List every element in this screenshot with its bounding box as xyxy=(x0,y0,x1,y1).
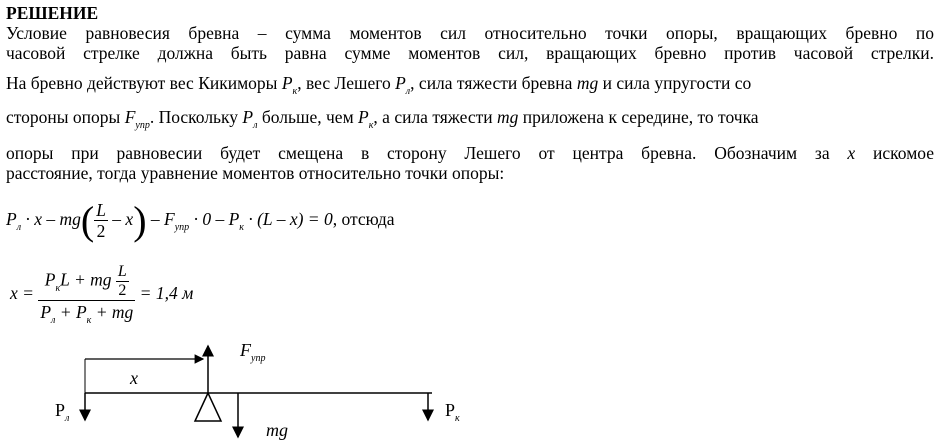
subscript: л xyxy=(405,86,411,97)
symbol-P: P xyxy=(6,209,17,229)
text-segment: , отсюда xyxy=(332,209,395,229)
paren-open: ( xyxy=(80,197,95,243)
eq-term: L + mg xyxy=(60,269,112,290)
text-segment: больше, чем xyxy=(261,107,354,127)
text-segment: стороны опоры xyxy=(6,107,121,127)
denominator: 2 xyxy=(118,281,127,299)
text-segment: . Поскольку xyxy=(149,107,239,127)
symbol-P: P xyxy=(358,107,369,127)
denominator: 2 xyxy=(96,221,106,242)
subscript: л xyxy=(253,120,258,131)
paragraph-line-2: часовой стрелке должна быть равна сумме моментов сил, вращающих бревно против часовой стрелки. xyxy=(6,43,934,63)
subscript: к xyxy=(86,314,92,326)
label-x: x xyxy=(130,368,138,388)
result-lhs: x = xyxy=(10,283,34,303)
eq-term: · (L – x) = 0 xyxy=(248,209,333,229)
subscript: к xyxy=(292,86,298,97)
symbol-P: P xyxy=(395,73,406,93)
symbol-P: P xyxy=(44,269,56,290)
subscript: л xyxy=(51,314,56,326)
text-segment: На бревно действуют вес Кикиморы xyxy=(6,73,278,93)
numerator: L xyxy=(117,262,127,280)
eq-term: + mg xyxy=(95,301,134,322)
subscript: к xyxy=(55,282,61,294)
symbol-P: P xyxy=(281,73,293,93)
label-mg: mg xyxy=(266,420,288,440)
eq-term: + P xyxy=(59,301,87,322)
eq-term: – x xyxy=(112,209,134,229)
subscript: упр xyxy=(135,120,150,131)
symbol-x: x xyxy=(847,143,856,163)
symbol-P: P xyxy=(242,107,254,127)
text-segment: искомое xyxy=(873,143,934,163)
symbol-P: P xyxy=(40,301,52,322)
symbol-mg: mg xyxy=(497,107,519,127)
symbol-mg: mg xyxy=(576,73,599,93)
paren-close: ) xyxy=(133,197,147,243)
text-segment: , сила тяжести бревна xyxy=(410,73,573,93)
label-P-left: $P_л$ xyxy=(55,400,70,424)
fulcrum-triangle xyxy=(195,393,221,421)
subscript: л xyxy=(16,222,22,233)
paragraph-line-6: расстояние, тогда уравнение моментов относительно точки опоры: xyxy=(6,163,505,183)
eq-term: – F xyxy=(150,209,175,229)
eq-term: · x – mg xyxy=(25,209,81,229)
subscript: к xyxy=(368,120,374,131)
paragraph-line-1: Условие равновесия бревна – сумма моментов сил относительно точки опоры, вращающих бревно по xyxy=(6,23,934,43)
label-F-upr: $F_{упр}$ xyxy=(240,340,266,364)
numerator: L xyxy=(96,200,106,221)
result-value: = 1,4 м xyxy=(139,283,194,303)
subscript: упр xyxy=(174,222,190,233)
eq-term: · 0 – P xyxy=(193,209,240,229)
text-segment: и сила упругости со xyxy=(602,73,752,93)
text-segment: , а сила тяжести xyxy=(373,107,493,127)
text-segment: приложена к середине, то точка xyxy=(522,107,759,127)
page-title: РЕШЕНИЕ xyxy=(6,3,99,23)
symbol-F: F xyxy=(124,107,136,127)
subscript: к xyxy=(239,222,244,233)
text-segment: опоры при равновесии будет смещена в сторону Лешего от центра бревна. Обозначим за xyxy=(6,143,830,163)
text-segment: , вес Лешего xyxy=(297,73,391,93)
label-P-right: $P_к$ xyxy=(445,400,460,424)
